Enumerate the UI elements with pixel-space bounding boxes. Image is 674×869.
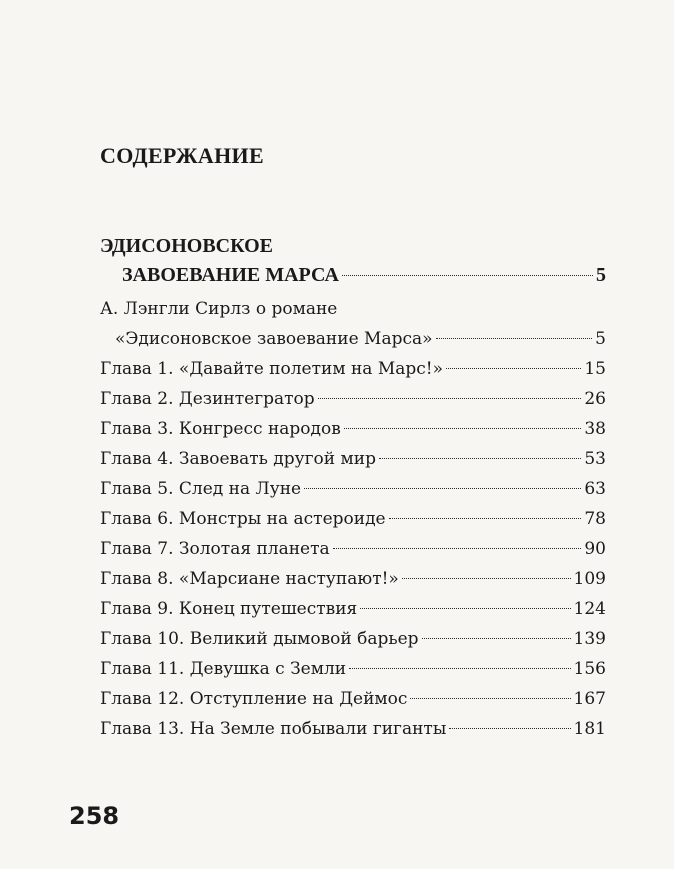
chapter-label: Глава 13. На Земле побывали гиганты <box>100 719 447 739</box>
foreword-line1 <box>100 294 606 324</box>
chapter-page-number: 63 <box>584 479 606 499</box>
toc-entry-section <box>100 260 606 290</box>
table-of-contents <box>100 232 606 744</box>
chapter-label: Глава 4. Завоевать другой мир <box>100 449 376 469</box>
dot-leader <box>410 698 570 699</box>
foreword-text-line1: А. Лэнгли Сирлз о романе <box>100 299 338 319</box>
section-title-text: ЭДИСОНОВСКОЕ <box>100 235 273 257</box>
dot-leader <box>304 488 581 489</box>
folio-page-number: 258 <box>69 802 120 830</box>
toc-entry-chapter-7 <box>100 534 606 564</box>
dot-leader <box>379 458 581 459</box>
chapter-label: Глава 10. Великий дымовой барьер <box>100 629 419 649</box>
toc-entry-chapter-13 <box>100 714 606 744</box>
chapter-page-number: 156 <box>573 659 606 679</box>
toc-entry-chapter-6 <box>100 504 606 534</box>
chapter-page-number: 181 <box>573 719 606 739</box>
toc-entry-chapter-8 <box>100 564 606 594</box>
chapter-page-number: 139 <box>573 629 606 649</box>
foreword-text-line2: «Эдисоновское завоевание Марса» <box>115 329 433 349</box>
dot-leader <box>318 398 582 399</box>
chapter-page-number: 90 <box>584 539 606 559</box>
chapter-label: Глава 2. Дезинтегратор <box>100 389 315 409</box>
chapter-page-number: 109 <box>573 569 606 589</box>
toc-entry-chapter-1 <box>100 354 606 384</box>
chapter-label: Глава 11. Девушка с Земли <box>100 659 347 679</box>
toc-entry-chapter-5 <box>100 474 606 504</box>
chapter-label: Глава 1. «Давайте полетим на Марс!» <box>100 359 444 379</box>
toc-entry-chapter-3 <box>100 414 606 444</box>
toc-entry-chapter-10 <box>100 624 606 654</box>
toc-entry-chapter-2 <box>100 384 606 414</box>
dot-leader <box>446 368 581 369</box>
chapter-page-number: 124 <box>573 599 606 619</box>
dot-leader <box>349 668 570 669</box>
chapter-page-number: 78 <box>584 509 606 529</box>
dot-leader <box>402 578 571 579</box>
chapter-page-number: 167 <box>573 689 606 709</box>
chapter-label: Глава 8. «Марсиане наступают!» <box>100 569 399 589</box>
chapter-label: Глава 9. Конец путешествия <box>100 599 358 619</box>
chapter-page-number: 26 <box>584 389 606 409</box>
toc-entry-foreword <box>100 324 606 354</box>
chapter-page-number: 15 <box>584 359 606 379</box>
chapter-label: Глава 5. След на Луне <box>100 479 302 499</box>
chapter-page-number: 38 <box>584 419 606 439</box>
section-page-number: 5 <box>596 264 606 286</box>
dot-leader <box>422 638 571 639</box>
chapter-label: Глава 3. Конгресс народов <box>100 419 341 439</box>
section-title-line2: ЗАВОЕВАНИЕ МАРСА <box>122 264 339 286</box>
dot-leader <box>389 518 582 519</box>
toc-heading: СОДЕРЖАНИЕ <box>100 143 264 168</box>
dot-leader <box>342 275 593 276</box>
toc-entry-chapter-11 <box>100 654 606 684</box>
dot-leader <box>449 728 570 729</box>
toc-entry-chapter-4 <box>100 444 606 474</box>
dot-leader <box>436 338 593 339</box>
chapter-label: Глава 7. Золотая планета <box>100 539 330 559</box>
chapter-label: Глава 6. Монстры на астероиде <box>100 509 386 529</box>
chapter-label: Глава 12. Отступление на Деймос <box>100 689 408 709</box>
dot-leader <box>360 608 570 609</box>
dot-leader <box>333 548 582 549</box>
chapter-page-number: 53 <box>584 449 606 469</box>
foreword-page-number: 5 <box>595 329 606 349</box>
toc-entry-chapter-12 <box>100 684 606 714</box>
dot-leader <box>344 428 582 429</box>
toc-entry-chapter-9 <box>100 594 606 624</box>
section-title-line1 <box>100 232 606 260</box>
